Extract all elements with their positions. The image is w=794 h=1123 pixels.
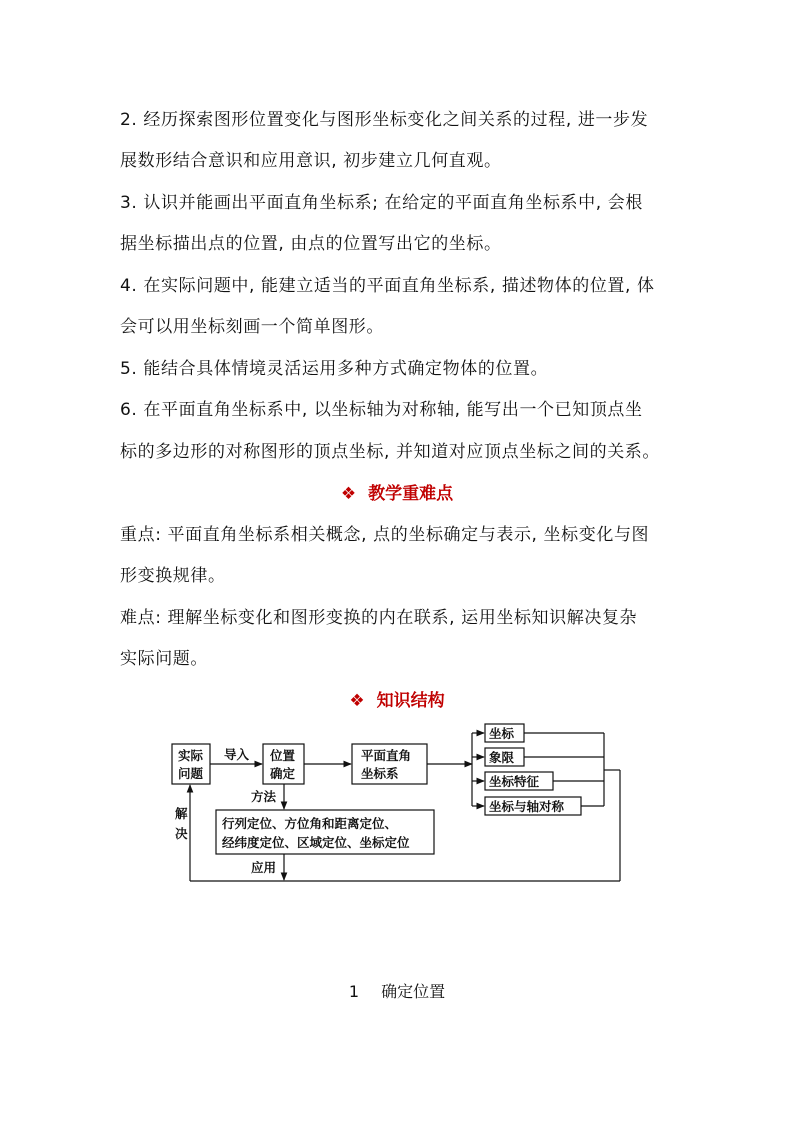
focus-line-2: 形变换规律。 bbox=[120, 566, 226, 586]
box-position-label-2: 确定 bbox=[270, 766, 296, 781]
section-number: 1 bbox=[348, 982, 360, 1001]
objective-3-line-2: 据坐标描出点的位置, 由点的位置写出它的坐标。 bbox=[120, 234, 502, 254]
section-title bbox=[0, 980, 794, 1004]
objective-6-line-2: 标的多边形的对称图形的顶点坐标, 并知道对应顶点坐标之间的关系。 bbox=[120, 442, 661, 462]
difficulty-line-1: 难点: 理解坐标变化和图形变换的内在联系, 运用坐标知识解决复杂 bbox=[120, 608, 638, 628]
box-coordinate-system-label-1: 平面直角 bbox=[361, 748, 412, 763]
solve-label-1: 解 bbox=[175, 806, 188, 821]
objective-2-line-2: 展数形结合意识和应用意识, 初步建立几何直观。 bbox=[120, 151, 502, 171]
methods-box-line-1: 行列定位、方位角和距离定位、 bbox=[222, 816, 398, 831]
objective-5-line-1: 5. 能结合具体情境灵活运用多种方式确定物体的位置。 bbox=[120, 359, 549, 379]
objective-6-line-1: 6. 在平面直角坐标系中, 以坐标轴为对称轴, 能写出一个已知顶点坐 bbox=[120, 400, 643, 420]
box-practical-label-1: 实际 bbox=[178, 748, 204, 763]
method-label: 方法 bbox=[251, 789, 277, 804]
branch-coordinate: 坐标 bbox=[489, 726, 515, 741]
objective-3-line-1: 3. 认识并能画出平面直角坐标系; 在给定的平面直角坐标系中, 会根 bbox=[120, 193, 643, 213]
diamond-icon: ❖ bbox=[340, 484, 357, 504]
branch-quadrant: 象限 bbox=[489, 750, 515, 765]
box-practical-label-2: 问题 bbox=[178, 766, 204, 781]
section-title-text: 确定位置 bbox=[381, 982, 446, 1001]
apply-label: 应用 bbox=[251, 860, 277, 875]
difficulty-line-2: 实际问题。 bbox=[120, 649, 208, 669]
branch-features: 坐标特征 bbox=[489, 774, 540, 789]
box-coordinate-system-label-2: 坐标系 bbox=[361, 766, 399, 781]
structure-heading-text: 知识结构 bbox=[376, 691, 445, 711]
focus-line-1: 重点: 平面直角坐标系相关概念, 点的坐标确定与表示, 坐标变化与图 bbox=[120, 525, 650, 545]
branch-symmetry: 坐标与轴对称 bbox=[489, 799, 565, 814]
objective-4-line-2: 会可以用坐标刻画一个简单图形。 bbox=[120, 317, 384, 337]
diamond-icon: ❖ bbox=[349, 691, 365, 711]
import-label: 导入 bbox=[224, 747, 250, 762]
objective-4-line-1: 4. 在实际问题中, 能建立适当的平面直角坐标系, 描述物体的位置, 体 bbox=[120, 276, 655, 296]
key-points-heading-text: 教学重难点 bbox=[368, 484, 454, 504]
box-position-label-1: 位置 bbox=[270, 748, 296, 763]
methods-box-line-2: 经纬度定位、区域定位、坐标定位 bbox=[222, 835, 410, 850]
solve-label-2: 决 bbox=[175, 826, 188, 841]
objective-2-line-1: 2. 经历探索图形位置变化与图形坐标变化之间关系的过程, 进一步发 bbox=[120, 110, 649, 130]
